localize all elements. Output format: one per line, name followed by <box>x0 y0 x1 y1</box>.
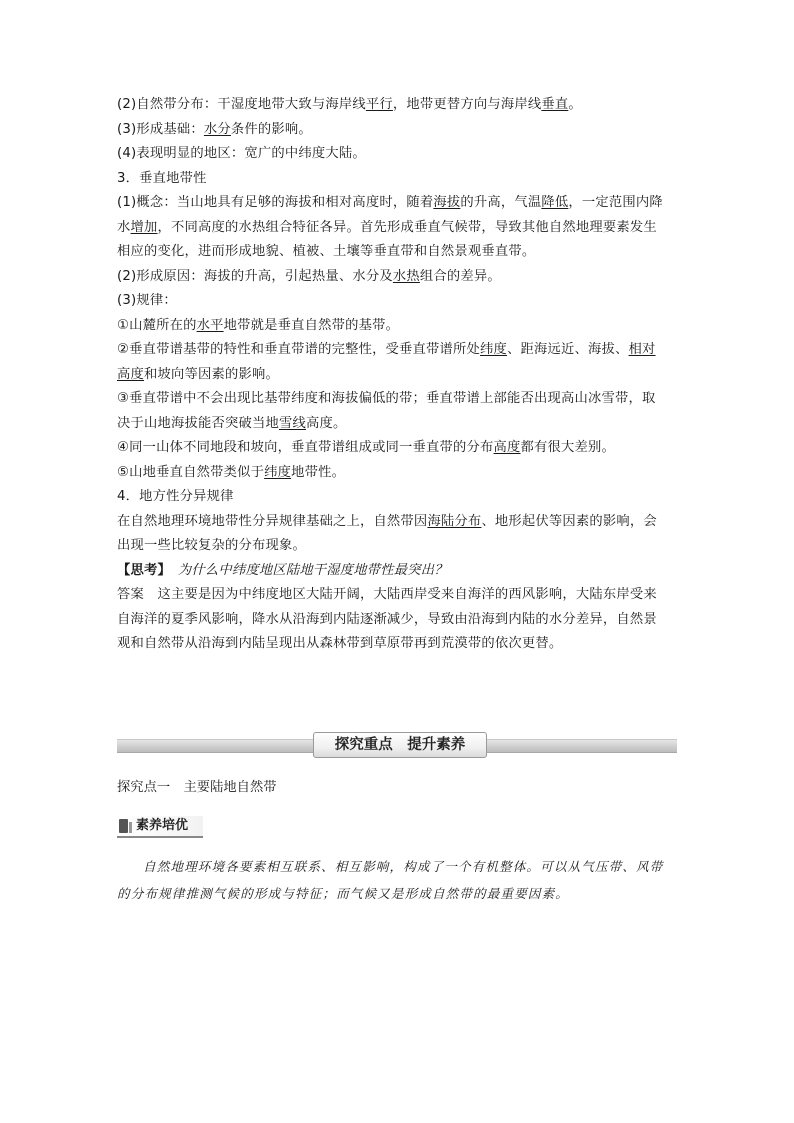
think-question: 为什么中纬度地区陆地干湿度地带性最突出？ <box>177 562 448 578</box>
tag-marker-icon <box>119 819 128 833</box>
line-rule: (3)规律： <box>117 293 177 308</box>
line-obvious-region: (4)表现明显的地区：宽广的中纬度大陆。 <box>117 146 366 161</box>
line-concept-3: 相应的变化，进而形成地貌、植被、土壤等垂直带和自然景观垂直带。 <box>117 244 536 259</box>
section-banner <box>117 732 677 758</box>
quality-paragraph: 自然地理环境各要素相互联系、相互影响，构成了一个有机整体。可以从气压带、风带 的分布规律推测气候的形成与特征；而气候又是形成自然带的最重要因素。 <box>117 859 664 901</box>
line-rule-2b: 高度和坡向等因素的影响。 <box>117 366 279 382</box>
line-rule-4: ④同一山体不同地段和坡向，垂直带谱组成或同一垂直带的分布高度都有很大差别。 <box>117 440 616 455</box>
line-local-1: 在自然地理环境地带性分异规律基础之上，自然带因海陆分布、地形起伏等因素的影响，会 <box>117 513 657 529</box>
quality-tag <box>117 816 205 838</box>
line-think <box>117 559 679 584</box>
line-rule-3b: 决于山地海拔能否突破当地雪线高度。 <box>117 415 347 431</box>
line-rule-3a: ③垂直带谱中不会出现比基带纬度和海拔偏低的带；垂直带谱上部能否出现高山冰雪带，取 <box>117 391 656 406</box>
tag-label: 素养培优 <box>136 818 189 833</box>
line-rule-5: ⑤山地垂直自然带类似于纬度地带性。 <box>117 464 346 480</box>
line-answer-1: 答案 这主要是因为中纬度地区大陆开阔，大陆西岸受来自海洋的西风影响，大陆东岸受来 <box>117 587 657 602</box>
line-zone-distribution: (2)自然带分布：干湿度地带大致与海岸线平行，地带更替方向与海岸线垂直。 <box>117 97 582 112</box>
heading-local-differentiation: 4．地方性分异规律 <box>117 489 234 504</box>
banner-title: 探究重点 提升素养 <box>313 732 487 758</box>
line-cause: (2)形成原因：海拔的升高，引起热量、水分及水热组合的差异。 <box>117 268 501 284</box>
content-body <box>117 93 679 657</box>
line-concept-1: (1)概念：当山地具有足够的海拔和相对高度时，随着海拔的升高，气温降低，一定范围内降 <box>117 195 663 210</box>
line-answer-3: 观和自然带从沿海到内陆呈现出从森林带到草原带再到荒漠带的依次更替。 <box>117 636 563 651</box>
line-rule-2a: ②垂直带谱基带的特性和垂直带谱的完整性，受垂直带谱所处纬度、距海远近、海拔、相对 <box>117 342 656 357</box>
answer-label: 答案 <box>117 587 144 602</box>
think-label: 【思考】 <box>117 562 165 578</box>
line-answer-2: 自海洋的夏季风影响，降水从沿海到内陆逐渐减少，导致由沿海到内陆的水分差异，自然景 <box>117 611 657 627</box>
line-local-2: 出现一些比较复杂的分布现象。 <box>117 538 306 553</box>
line-concept-2: 水增加，不同高度的水热组合特征各异。首先形成垂直气候带，导致其他自然地理要素发生 <box>117 219 657 235</box>
line-formation-basis: (3)形成基础：水分条件的影响。 <box>117 121 312 137</box>
line-rule-1: ①山麓所在的水平地带就是垂直自然带的基带。 <box>117 317 400 333</box>
heading-vertical-zonality: 3．垂直地带性 <box>117 170 207 186</box>
section-title: 探究点一 主要陆地自然带 <box>117 780 277 795</box>
